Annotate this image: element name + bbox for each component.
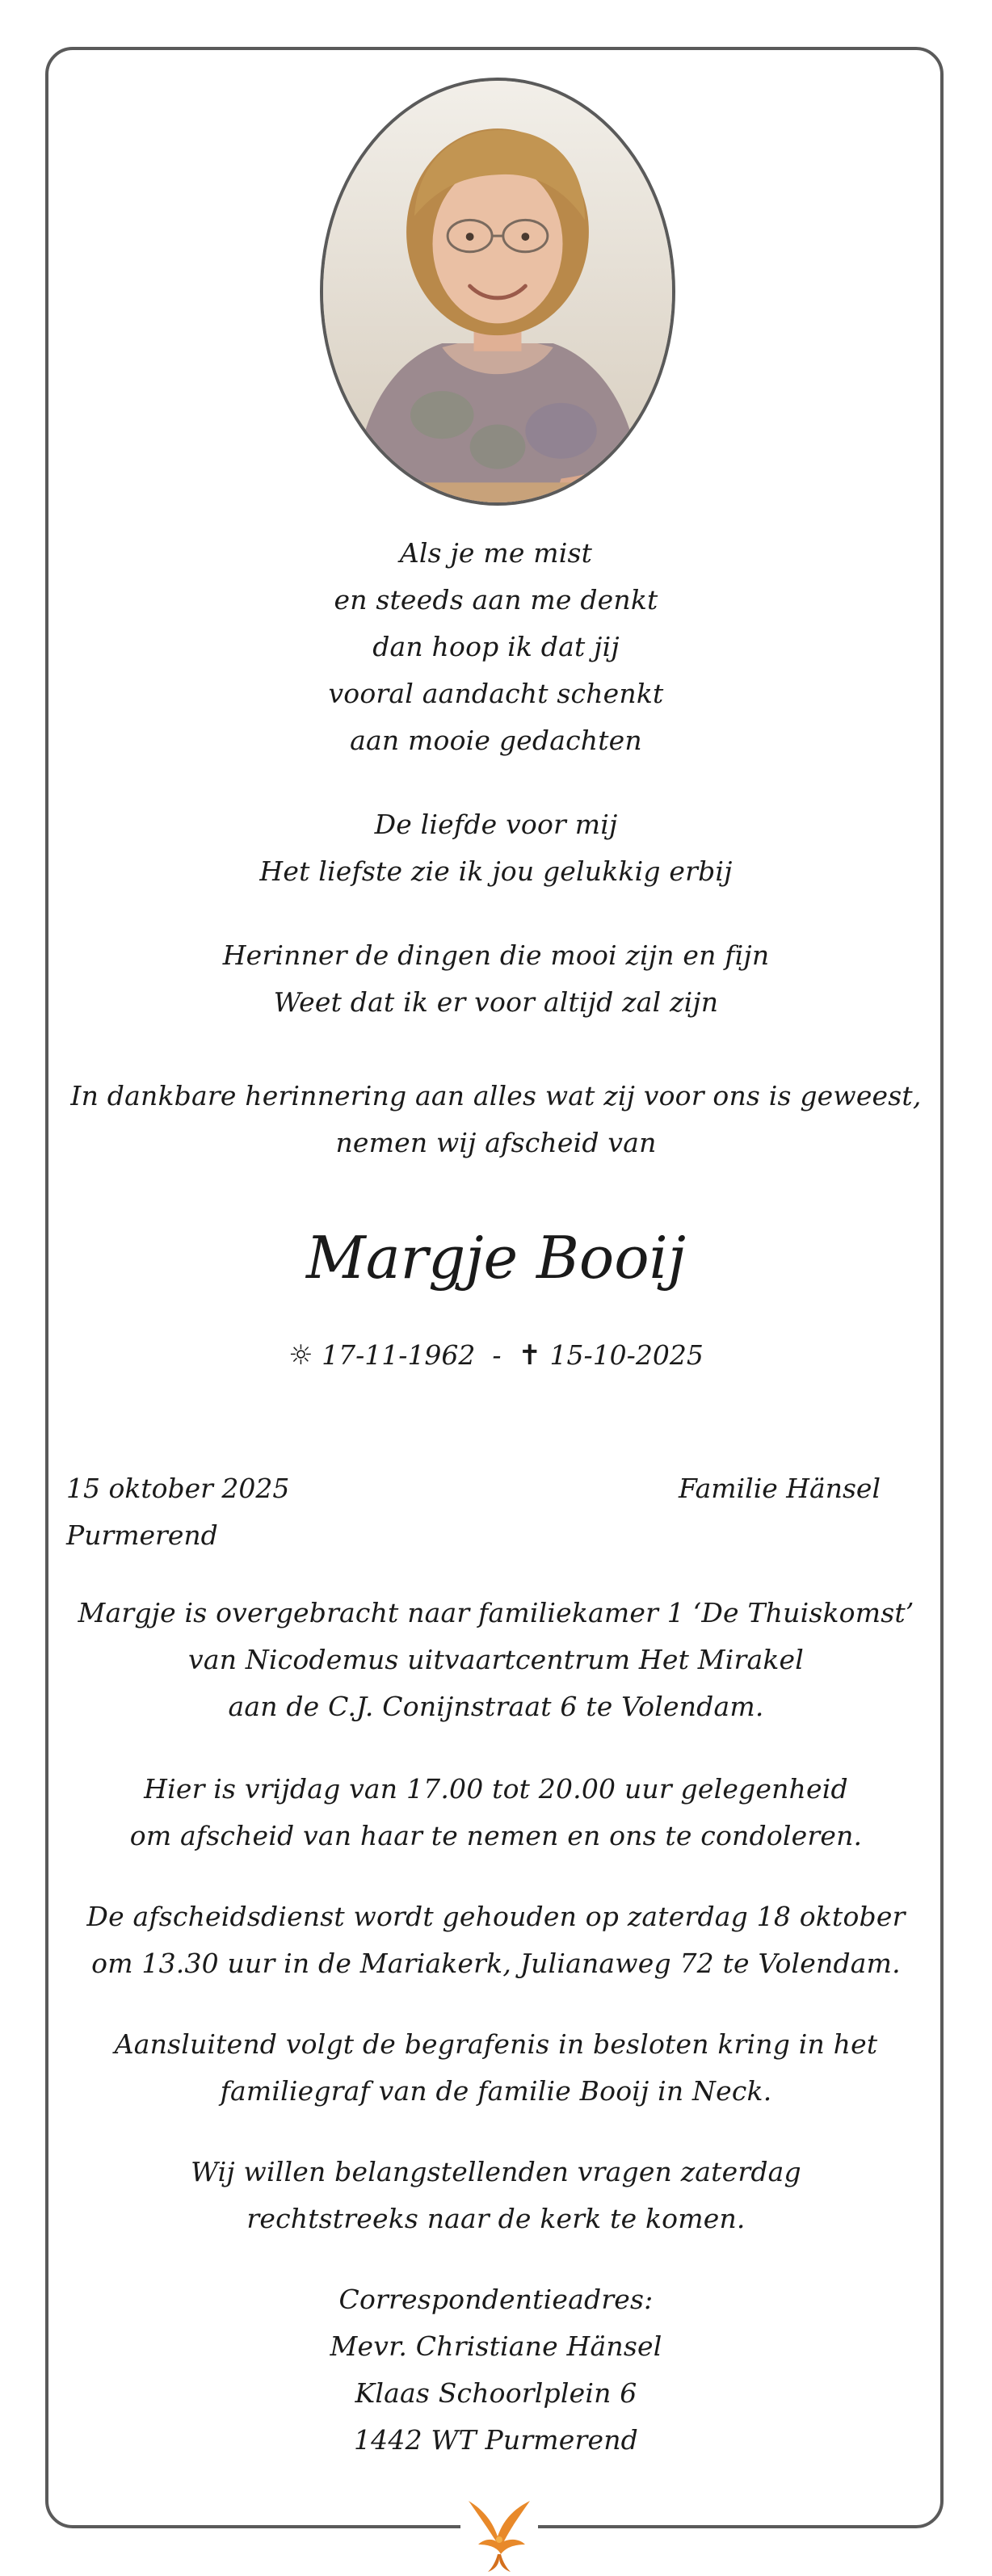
poem-line: Als je me mist bbox=[399, 537, 593, 569]
details-line: om 13.30 uur in de Mariakerk, Julianaweg 72 te Volendam. bbox=[91, 1948, 901, 1979]
poem-line: dan hoop ik dat jij bbox=[372, 631, 620, 662]
details-line: aan de C.J. Conijnstraat 6 te Volendam. bbox=[228, 1691, 764, 1722]
details-line: rechtstreeks naar de kerk te komen. bbox=[246, 2203, 746, 2234]
cross-icon: ✝ bbox=[518, 1339, 542, 1372]
poem-line: vooral aandacht schenkt bbox=[328, 678, 664, 709]
phoenix-logo bbox=[460, 2494, 538, 2575]
date-separator: - bbox=[492, 1339, 502, 1371]
poem bbox=[0, 530, 992, 764]
details-line: Wij willen belangstellenden vragen zaterdag bbox=[191, 2156, 801, 2187]
announcement-date: 15 oktober 2025 bbox=[66, 1473, 290, 1504]
poem-line: Herinner de dingen die mooi zijn en fijn bbox=[222, 939, 770, 971]
details-line: om afscheid van haar te nemen en ons te condoleren. bbox=[129, 1820, 863, 1851]
poem-line: Het liefste zie ik jou gelukkig erbij bbox=[259, 855, 733, 887]
details-line: van Nicodemus uitvaartcentrum Het Mirakel bbox=[187, 1644, 805, 1675]
correspondence-address bbox=[0, 2276, 992, 2464]
phoenix-icon bbox=[460, 2494, 538, 2575]
portrait-image bbox=[323, 81, 672, 502]
portrait-photo bbox=[320, 78, 675, 506]
poem-line: en steeds aan me denkt bbox=[334, 584, 658, 616]
birth-date: 17-11-1962 bbox=[322, 1339, 476, 1371]
correspondence-line: Klaas Schoorlplein 6 bbox=[355, 2377, 637, 2409]
correspondence-line: 1442 WT Purmerend bbox=[353, 2424, 639, 2456]
life-dates bbox=[0, 1338, 992, 1373]
poem-line: aan mooie gedachten bbox=[350, 725, 642, 756]
details-line: Margje is overgebracht naar familiekamer 1 ‘De Thuiskomst’ bbox=[78, 1597, 914, 1628]
poem-stanza-3 bbox=[0, 932, 992, 1026]
details-paragraph-2 bbox=[0, 1766, 992, 1860]
details-paragraph-3 bbox=[0, 1893, 992, 1987]
details-paragraph-5 bbox=[0, 2149, 992, 2242]
deceased-name: Margje Booij bbox=[306, 1224, 686, 1292]
death-date: 15-10-2025 bbox=[549, 1339, 704, 1371]
details-line: De afscheidsdienst wordt gehouden op zaterdag 18 oktober bbox=[86, 1901, 906, 1932]
poem-line: Weet dat ik er voor altijd zal zijn bbox=[273, 986, 719, 1018]
announcement-place: Purmerend bbox=[66, 1519, 218, 1551]
intro-line: In dankbare herinnering aan alles wat zij voor ons is geweest, bbox=[70, 1080, 922, 1112]
intro-text bbox=[0, 1073, 992, 1166]
sun-icon: ☼ bbox=[288, 1339, 313, 1372]
signed-by: Familie Hänsel bbox=[678, 1473, 881, 1504]
announcement-date-place bbox=[66, 1465, 289, 1559]
correspondence-line: Mevr. Christiane Hänsel bbox=[330, 2330, 662, 2362]
poem-line: De liefde voor mij bbox=[374, 809, 618, 840]
poem-stanza-2 bbox=[0, 801, 992, 895]
details-line: Aansluitend volgt de begrafenis in besloten kring in het bbox=[114, 2028, 878, 2060]
correspondence-label: Correspondentieadres: bbox=[338, 2284, 654, 2315]
intro-line: nemen wij afscheid van bbox=[335, 1127, 657, 1158]
details-paragraph-4 bbox=[0, 2021, 992, 2115]
details-line: familiegraf van de familie Booij in Neck. bbox=[220, 2075, 772, 2107]
details-paragraph-1 bbox=[0, 1590, 992, 1730]
details-line: Hier is vrijdag van 17.00 tot 20.00 uur gelegenheid bbox=[144, 1773, 848, 1805]
